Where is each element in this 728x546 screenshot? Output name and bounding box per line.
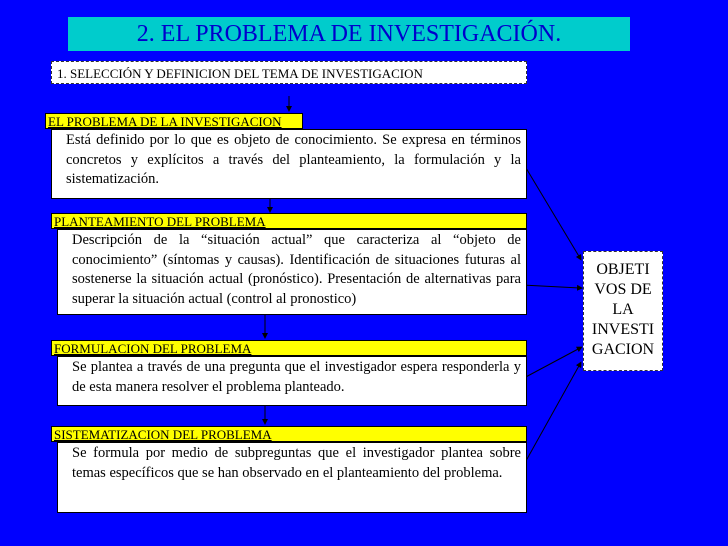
arrow-planteamiento-to-objetivos xyxy=(522,285,580,288)
objetivos-line: LA xyxy=(612,301,634,318)
objetivos-box xyxy=(583,251,663,371)
block-body: Se formula por medio de subpreguntas que el investigador plantea sobre temas específicos que se han observado en el planteamiento del problema. xyxy=(57,442,527,513)
block-formulacion xyxy=(51,340,527,406)
block-header: PLANTEAMIENTO DEL PROBLEMA xyxy=(51,213,527,229)
arrow-sistematizacion-to-objetivos xyxy=(522,364,580,468)
arrow-problem-to-objetivos xyxy=(520,158,580,258)
block-header: FORMULACION DEL PROBLEMA xyxy=(51,340,527,356)
objetivos-line: OBJETI xyxy=(596,261,650,278)
objetivos-line: INVESTI xyxy=(591,321,655,338)
block-body: Está definido por lo que es objeto de conocimiento. Se expresa en términos concretos y explícitos a través del planteamiento, la formulación y la sistematización. xyxy=(51,129,527,199)
block-body: Se plantea a través de una pregunta que el investigador espera responderla y de esta manera resolver el problema planteado. xyxy=(57,356,527,406)
topic-selection-box: 1. SELECCIÓN Y DEFINICION DEL TEMA DE INVESTIGACION xyxy=(51,61,527,84)
block-header: EL PROBLEMA DE LA INVESTIGACION xyxy=(45,113,303,129)
slide-title: 2. EL PROBLEMA DE INVESTIGACIÓN. xyxy=(68,17,630,51)
block-problema xyxy=(45,113,527,199)
objetivos-line: VOS DE xyxy=(594,281,652,298)
block-body: Descripción de la “situación actual” que caracteriza al “objeto de conocimiento” (síntomas y causas). Identificación de situaciones futuras al sostenerse la situación actual (pronóstico). Presentación de alternativas para superar la situación actual (control al pronostico) xyxy=(57,229,527,315)
arrow-formulacion-to-objetivos xyxy=(522,348,580,379)
objetivos-line: GACION xyxy=(591,341,655,358)
block-sistematizacion xyxy=(51,426,527,513)
block-planteamiento xyxy=(51,213,527,315)
block-header: SISTEMATIZACION DEL PROBLEMA xyxy=(51,426,527,442)
